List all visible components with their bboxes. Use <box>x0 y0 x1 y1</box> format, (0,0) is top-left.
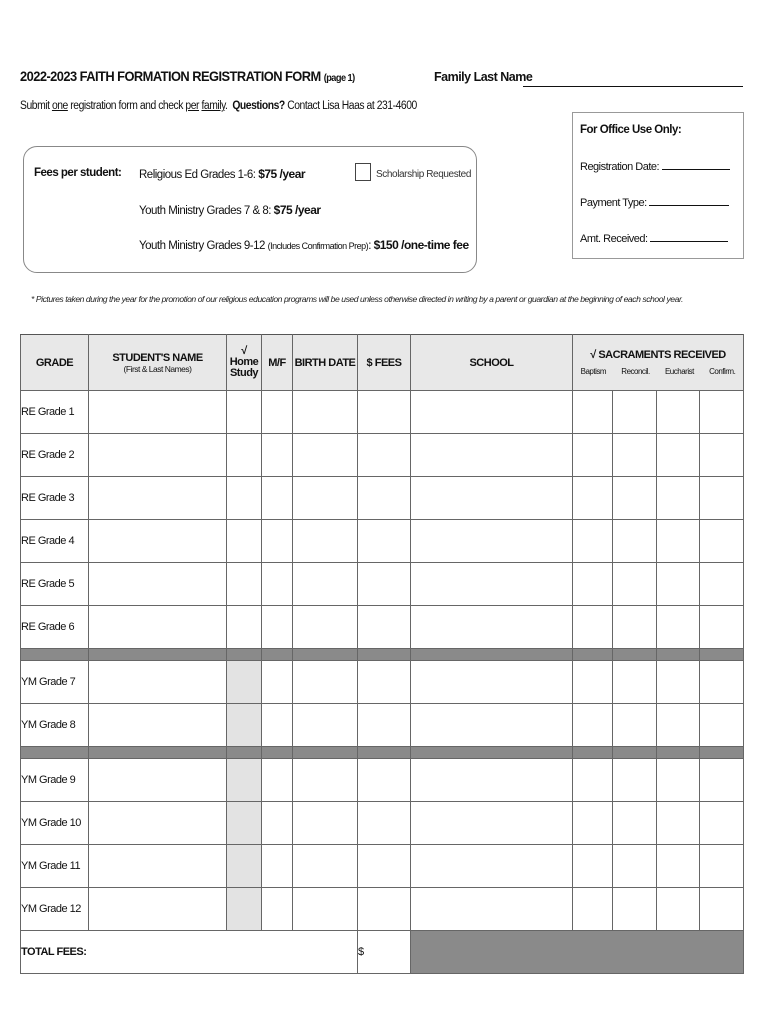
home-study-cell[interactable] <box>227 759 262 802</box>
eucharist-cell[interactable] <box>657 606 700 649</box>
submit-instructions: Submit one registration form and check per family. Questions? Contact Lisa Haas at 231-4600 <box>20 100 417 112</box>
baptism-cell[interactable] <box>573 434 613 477</box>
separator-cell <box>613 747 657 759</box>
reconcil-cell[interactable] <box>613 888 657 931</box>
mf-cell[interactable] <box>262 391 293 434</box>
separator-cell <box>262 649 293 661</box>
total-shaded-area <box>411 931 744 974</box>
confirm-cell[interactable] <box>700 520 744 563</box>
grade-label: YM Grade 11 <box>21 845 89 888</box>
baptism-cell[interactable] <box>573 759 613 802</box>
student-name-cell[interactable] <box>89 563 227 606</box>
baptism-cell[interactable] <box>573 563 613 606</box>
separator-cell <box>358 649 411 661</box>
home-study-cell[interactable] <box>227 704 262 747</box>
header-baptism: Baptism <box>580 367 607 376</box>
fees-cell[interactable] <box>358 802 411 845</box>
table-row <box>21 802 744 845</box>
student-name-cell[interactable] <box>89 888 227 931</box>
birth-date-cell[interactable] <box>293 391 358 434</box>
separator-cell <box>227 747 262 759</box>
header-birth-date: BIRTH DATE <box>293 335 358 391</box>
office-use-title: For Office Use Only: <box>580 124 682 136</box>
table-row <box>21 391 744 434</box>
separator-cell <box>411 649 573 661</box>
separator-cell <box>657 747 700 759</box>
home-study-cell[interactable] <box>227 520 262 563</box>
school-cell[interactable] <box>411 563 573 606</box>
eucharist-cell[interactable] <box>657 520 700 563</box>
fees-cell[interactable] <box>358 563 411 606</box>
birth-date-cell[interactable] <box>293 802 358 845</box>
separator-cell <box>262 747 293 759</box>
birth-date-cell[interactable] <box>293 661 358 704</box>
group-separator <box>21 747 744 759</box>
student-name-cell[interactable] <box>89 845 227 888</box>
separator-cell <box>573 649 613 661</box>
reconcil-cell[interactable] <box>613 606 657 649</box>
confirm-cell[interactable] <box>700 563 744 606</box>
reconcil-cell[interactable] <box>613 845 657 888</box>
photo-disclaimer: * Pictures taken during the year for the promotion of our religious education programs will be used unless otherwise directed in writing by a parent or guardian at the beginning of each school year. <box>31 294 683 304</box>
eucharist-cell[interactable] <box>657 661 700 704</box>
fees-title: Fees per student: <box>34 167 122 179</box>
mf-cell[interactable] <box>262 606 293 649</box>
mf-cell[interactable] <box>262 802 293 845</box>
separator-cell <box>700 649 744 661</box>
school-cell[interactable] <box>411 606 573 649</box>
header-eucharist: Eucharist <box>664 367 694 376</box>
mf-cell[interactable] <box>262 888 293 931</box>
form-title: 2022-2023 FAITH FORMATION REGISTRATION FORM (page 1) <box>20 68 355 84</box>
fees-cell[interactable] <box>358 759 411 802</box>
registration-date-field[interactable] <box>662 160 730 170</box>
grade-label: YM Grade 8 <box>21 704 89 747</box>
table-header-row <box>21 335 744 391</box>
mf-cell[interactable] <box>262 845 293 888</box>
birth-date-cell[interactable] <box>293 434 358 477</box>
home-study-cell[interactable] <box>227 606 262 649</box>
eucharist-cell[interactable] <box>657 391 700 434</box>
family-last-name-field[interactable] <box>523 86 743 87</box>
eucharist-cell[interactable] <box>657 759 700 802</box>
home-study-cell[interactable] <box>227 391 262 434</box>
birth-date-cell[interactable] <box>293 759 358 802</box>
header-mf: M/F <box>262 335 293 391</box>
fees-cell[interactable] <box>358 704 411 747</box>
eucharist-cell[interactable] <box>657 888 700 931</box>
home-study-cell[interactable] <box>227 563 262 606</box>
baptism-cell[interactable] <box>573 520 613 563</box>
home-study-cell[interactable] <box>227 661 262 704</box>
birth-date-cell[interactable] <box>293 520 358 563</box>
baptism-cell[interactable] <box>573 477 613 520</box>
fees-cell[interactable] <box>358 434 411 477</box>
reconcil-cell[interactable] <box>613 520 657 563</box>
fees-cell[interactable] <box>358 661 411 704</box>
baptism-cell[interactable] <box>573 606 613 649</box>
school-cell[interactable] <box>411 845 573 888</box>
table-row <box>21 845 744 888</box>
home-study-cell[interactable] <box>227 802 262 845</box>
header-home-study: √ Home Study <box>227 335 262 391</box>
reconcil-cell[interactable] <box>613 434 657 477</box>
table-row <box>21 563 744 606</box>
registration-table <box>20 334 744 974</box>
header-fees: $ FEES <box>358 335 411 391</box>
amount-received-row: Amt. Received: <box>580 232 728 245</box>
eucharist-cell[interactable] <box>657 704 700 747</box>
baptism-cell[interactable] <box>573 704 613 747</box>
family-last-name-label: Family Last Name <box>434 70 533 84</box>
grade-label: RE Grade 1 <box>21 391 89 434</box>
baptism-cell[interactable] <box>573 888 613 931</box>
eucharist-cell[interactable] <box>657 563 700 606</box>
separator-cell <box>227 649 262 661</box>
grade-label: YM Grade 12 <box>21 888 89 931</box>
mf-cell[interactable] <box>262 520 293 563</box>
table-row <box>21 520 744 563</box>
fees-cell[interactable] <box>358 391 411 434</box>
grade-label: YM Grade 10 <box>21 802 89 845</box>
fees-cell[interactable] <box>358 888 411 931</box>
separator-cell <box>89 649 227 661</box>
grade-label: RE Grade 6 <box>21 606 89 649</box>
school-cell[interactable] <box>411 888 573 931</box>
total-fees-field[interactable]: $ <box>358 931 411 974</box>
student-name-cell[interactable] <box>89 661 227 704</box>
school-cell[interactable] <box>411 802 573 845</box>
separator-cell <box>293 747 358 759</box>
confirm-cell[interactable] <box>700 606 744 649</box>
reconcil-cell[interactable] <box>613 704 657 747</box>
student-name-cell[interactable] <box>89 391 227 434</box>
birth-date-cell[interactable] <box>293 845 358 888</box>
separator-cell <box>21 747 89 759</box>
confirm-cell[interactable] <box>700 888 744 931</box>
student-name-cell[interactable] <box>89 759 227 802</box>
confirm-cell[interactable] <box>700 802 744 845</box>
table-row <box>21 606 744 649</box>
table-row <box>21 759 744 802</box>
group-separator <box>21 649 744 661</box>
amount-received-field[interactable] <box>650 232 728 242</box>
mf-cell[interactable] <box>262 704 293 747</box>
school-cell[interactable] <box>411 434 573 477</box>
payment-type-field[interactable] <box>649 196 729 206</box>
separator-cell <box>21 649 89 661</box>
school-cell[interactable] <box>411 704 573 747</box>
header-confirm: Confirm. <box>709 367 736 376</box>
fees-cell[interactable] <box>358 520 411 563</box>
fee-youth-ministry-7-8: Youth Ministry Grades 7 & 8: $75 /year <box>139 203 321 217</box>
birth-date-cell[interactable] <box>293 477 358 520</box>
total-fees-row <box>21 931 744 974</box>
header-school: SCHOOL <box>411 335 573 391</box>
baptism-cell[interactable] <box>573 845 613 888</box>
confirm-cell[interactable] <box>700 434 744 477</box>
eucharist-cell[interactable] <box>657 845 700 888</box>
separator-cell <box>89 747 227 759</box>
table-row <box>21 888 744 931</box>
separator-cell <box>358 747 411 759</box>
reconcil-cell[interactable] <box>613 661 657 704</box>
birth-date-cell[interactable] <box>293 704 358 747</box>
school-cell[interactable] <box>411 759 573 802</box>
reconcil-cell[interactable] <box>613 391 657 434</box>
home-study-cell[interactable] <box>227 888 262 931</box>
grade-label: RE Grade 2 <box>21 434 89 477</box>
separator-cell <box>293 649 358 661</box>
reconcil-cell[interactable] <box>613 759 657 802</box>
grade-label: YM Grade 7 <box>21 661 89 704</box>
fees-cell[interactable] <box>358 845 411 888</box>
table-row <box>21 477 744 520</box>
confirm-cell[interactable] <box>700 759 744 802</box>
birth-date-cell[interactable] <box>293 888 358 931</box>
birth-date-cell[interactable] <box>293 606 358 649</box>
page-note: (page 1) <box>323 73 355 84</box>
school-cell[interactable] <box>411 661 573 704</box>
separator-cell <box>411 747 573 759</box>
separator-cell <box>613 649 657 661</box>
baptism-cell[interactable] <box>573 802 613 845</box>
student-name-cell[interactable] <box>89 802 227 845</box>
school-cell[interactable] <box>411 477 573 520</box>
student-name-cell[interactable] <box>89 606 227 649</box>
header-sacraments: √ SACRAMENTS RECEIVED Baptism Reconcil. Eucharist Confirm. <box>573 335 744 391</box>
separator-cell <box>573 747 613 759</box>
mf-cell[interactable] <box>262 661 293 704</box>
mf-cell[interactable] <box>262 563 293 606</box>
registration-date-row: Registration Date: <box>580 160 730 173</box>
baptism-cell[interactable] <box>573 391 613 434</box>
grade-label: RE Grade 5 <box>21 563 89 606</box>
eucharist-cell[interactable] <box>657 477 700 520</box>
reconcil-cell[interactable] <box>613 563 657 606</box>
student-name-cell[interactable] <box>89 704 227 747</box>
fees-cell[interactable] <box>358 477 411 520</box>
confirm-cell[interactable] <box>700 391 744 434</box>
home-study-cell[interactable] <box>227 434 262 477</box>
confirm-cell[interactable] <box>700 477 744 520</box>
school-cell[interactable] <box>411 391 573 434</box>
grade-label: YM Grade 9 <box>21 759 89 802</box>
confirm-cell[interactable] <box>700 661 744 704</box>
header-reconcil: Reconcil. <box>621 367 650 376</box>
fees-cell[interactable] <box>358 606 411 649</box>
grade-label: RE Grade 4 <box>21 520 89 563</box>
reconcil-cell[interactable] <box>613 802 657 845</box>
scholarship-checkbox[interactable] <box>355 163 371 181</box>
school-cell[interactable] <box>411 520 573 563</box>
reconcil-cell[interactable] <box>613 477 657 520</box>
table-row <box>21 704 744 747</box>
fee-religious-ed: Religious Ed Grades 1-6: $75 /year <box>139 167 306 181</box>
payment-type-row: Payment Type: <box>580 196 729 209</box>
home-study-cell[interactable] <box>227 477 262 520</box>
mf-cell[interactable] <box>262 434 293 477</box>
scholarship-label: Scholarship Requested <box>376 169 471 180</box>
separator-cell <box>700 747 744 759</box>
student-name-cell[interactable] <box>89 434 227 477</box>
mf-cell[interactable] <box>262 759 293 802</box>
home-study-cell[interactable] <box>227 845 262 888</box>
student-name-cell[interactable] <box>89 520 227 563</box>
mf-cell[interactable] <box>262 477 293 520</box>
separator-cell <box>657 649 700 661</box>
header-student-name: STUDENT'S NAME (First & Last Names) <box>89 335 227 391</box>
birth-date-cell[interactable] <box>293 563 358 606</box>
confirm-cell[interactable] <box>700 845 744 888</box>
grade-label: RE Grade 3 <box>21 477 89 520</box>
eucharist-cell[interactable] <box>657 434 700 477</box>
fee-youth-ministry-9-12: Youth Ministry Grades 9-12 (Includes Confirmation Prep): $150 /one-time fee <box>139 238 469 252</box>
baptism-cell[interactable] <box>573 661 613 704</box>
eucharist-cell[interactable] <box>657 802 700 845</box>
table-row <box>21 661 744 704</box>
header-grade: GRADE <box>21 335 89 391</box>
confirm-cell[interactable] <box>700 704 744 747</box>
total-fees-label: TOTAL FEES: <box>21 931 358 974</box>
student-name-cell[interactable] <box>89 477 227 520</box>
table-row <box>21 434 744 477</box>
